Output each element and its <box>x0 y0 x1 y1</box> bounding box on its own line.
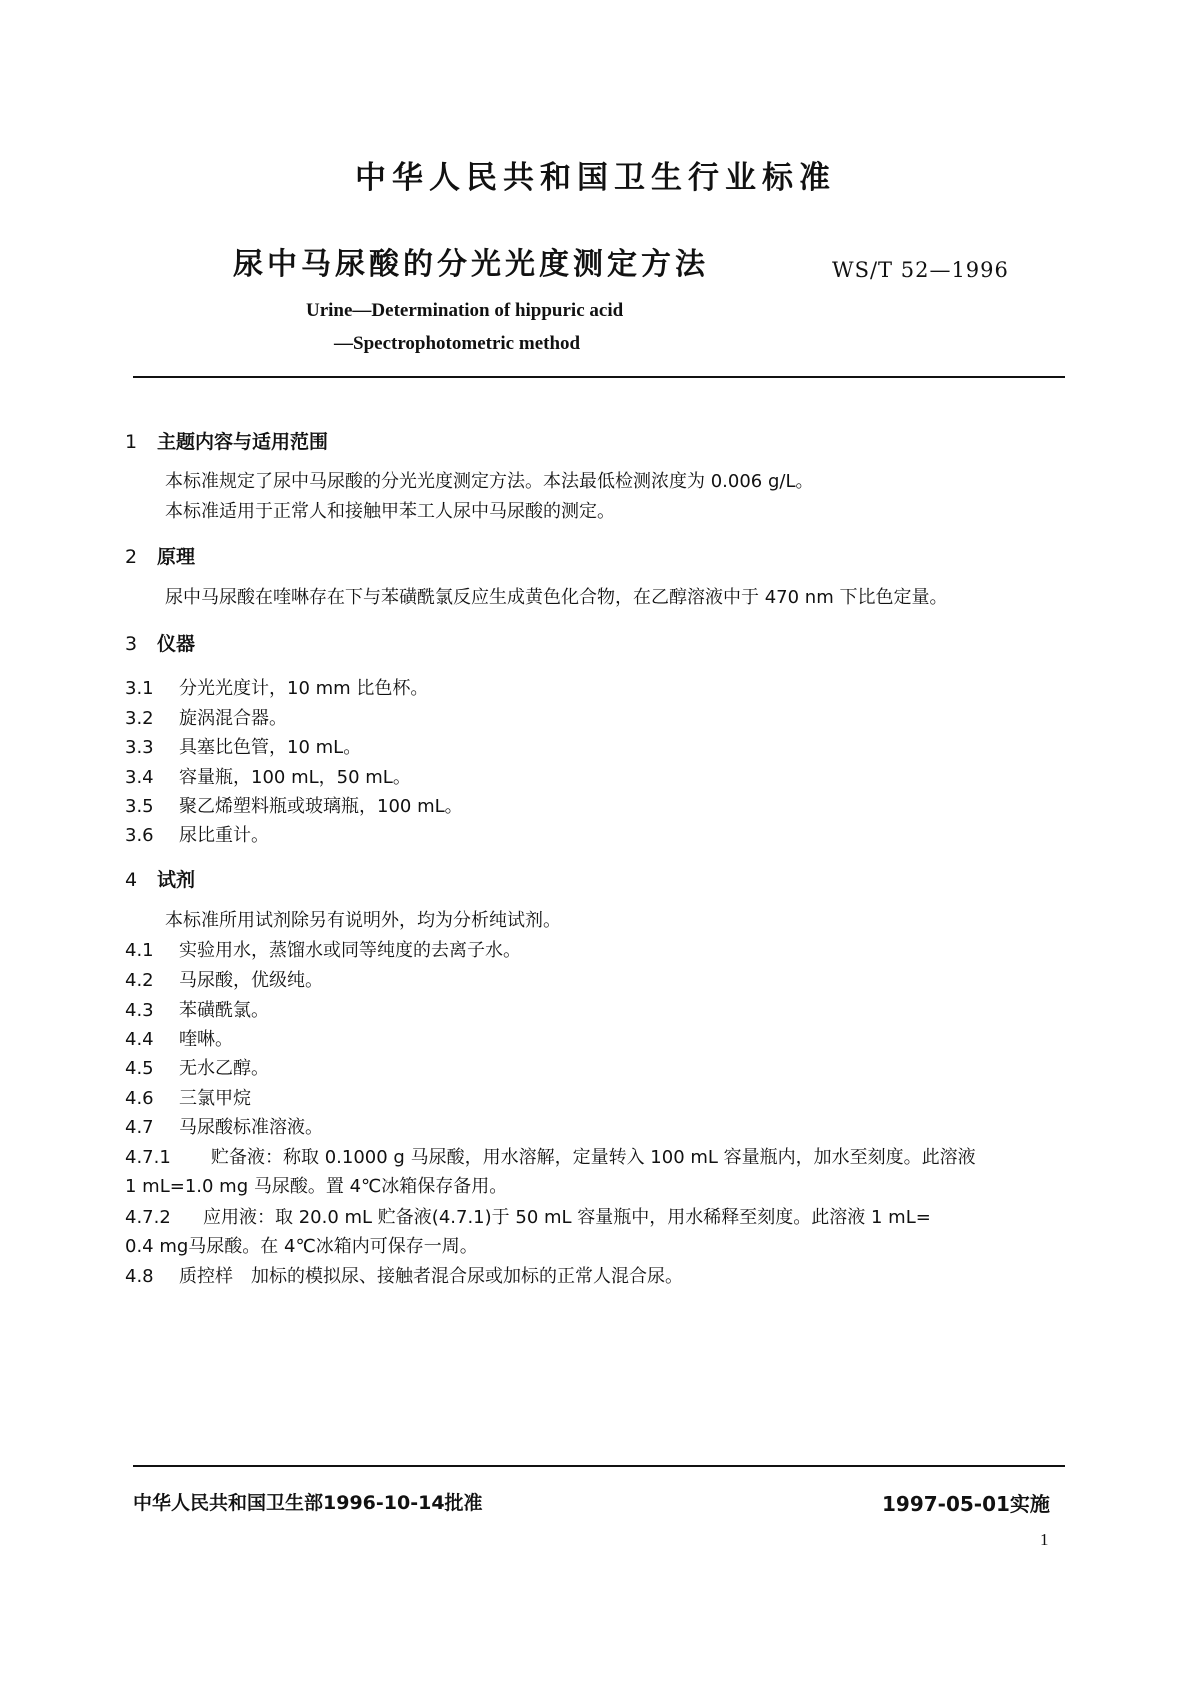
section-title: 主题内容与适用范围 <box>157 431 329 453</box>
list-item: 4.2 马尿酸，优级纯。 <box>125 970 323 991</box>
list-item: 3.3 具塞比色管，10 mL。 <box>125 737 362 758</box>
section-3-heading <box>125 629 195 656</box>
paragraph: 本标准规定了尿中马尿酸的分光光度测定方法。本法最低检测浓度为 0.006 g/L。 <box>165 471 814 492</box>
effective-date: 1997-05-01实施 <box>882 1492 1050 1516</box>
page-number: 1 <box>1040 1530 1049 1549</box>
list-item: 3.5 聚乙烯塑料瓶或玻璃瓶，100 mL。 <box>125 796 463 817</box>
list-item-4-7-1: 4.7.1 贮备液：称取 0.1000 g 马尿酸，用水溶解，定量转入 100 mL 容量瓶内，加水至刻度。此溶液 <box>125 1147 976 1168</box>
english-title-line1: Urine—Determination of hippuric acid <box>306 300 624 321</box>
section-number: 1 <box>125 431 138 453</box>
approval-line: 中华人民共和国卫生部1996-10-14批准 <box>133 1492 483 1514</box>
standard-number: WS/T 52—1996 <box>832 258 1009 282</box>
section-number: 3 <box>125 633 138 655</box>
section-title: 原理 <box>157 546 196 568</box>
list-item: 3.4 容量瓶，100 mL，50 mL。 <box>125 767 411 788</box>
continuation-line: 1 mL=1.0 mg 马尿酸。置 4℃冰箱保存备用。 <box>125 1176 508 1197</box>
section-number: 2 <box>125 546 138 568</box>
english-title-line2: —Spectrophotometric method <box>334 333 581 354</box>
list-item: 4.4 喹啉。 <box>125 1029 233 1050</box>
section-2-heading <box>125 542 195 569</box>
continuation-line: 0.4 mg马尿酸。在 4℃冰箱内可保存一周。 <box>125 1236 478 1257</box>
paragraph: 尿中马尿酸在喹啉存在下与苯磺酰氯反应生成黄色化合物，在乙醇溶液中于 470 nm 下比色定量。 <box>165 587 948 608</box>
list-item: 4.3 苯磺酰氯。 <box>125 1000 269 1021</box>
list-item: 3.6 尿比重计。 <box>125 825 269 846</box>
section-4-heading <box>125 865 195 892</box>
paragraph: 本标准适用于正常人和接触甲苯工人尿中马尿酸的测定。 <box>165 501 615 522</box>
list-item: 4.5 无水乙醇。 <box>125 1058 269 1079</box>
list-item: 4.6 三氯甲烷 <box>125 1088 251 1109</box>
section-number: 4 <box>125 869 138 891</box>
footer-rule <box>133 1465 1065 1467</box>
list-item: 4.1 实验用水，蒸馏水或同等纯度的去离子水。 <box>125 940 521 961</box>
list-item-4-7-2: 4.7.2 应用液：取 20.0 mL 贮备液(4.7.1)于 50 mL 容量瓶中，用水稀释至刻度。此溶液 1 mL= <box>125 1207 931 1228</box>
header-rule <box>133 376 1065 378</box>
issuing-body: 中华人民共和国卫生行业标准 <box>355 160 836 196</box>
section-title: 仪器 <box>157 633 196 655</box>
section-title: 试剂 <box>157 869 196 891</box>
paragraph: 本标准所用试剂除另有说明外，均为分析纯试剂。 <box>165 910 561 931</box>
section-1-heading <box>125 427 328 454</box>
list-item: 4.7 马尿酸标准溶液。 <box>125 1117 323 1138</box>
list-item: 3.1 分光光度计，10 mm 比色杯。 <box>125 678 429 699</box>
list-item: 3.2 旋涡混合器。 <box>125 708 287 729</box>
document-title: 尿中马尿酸的分光光度测定方法 <box>233 247 709 282</box>
list-item-4-8: 4.8 质控样 加标的模拟尿、接触者混合尿或加标的正常人混合尿。 <box>125 1266 683 1287</box>
